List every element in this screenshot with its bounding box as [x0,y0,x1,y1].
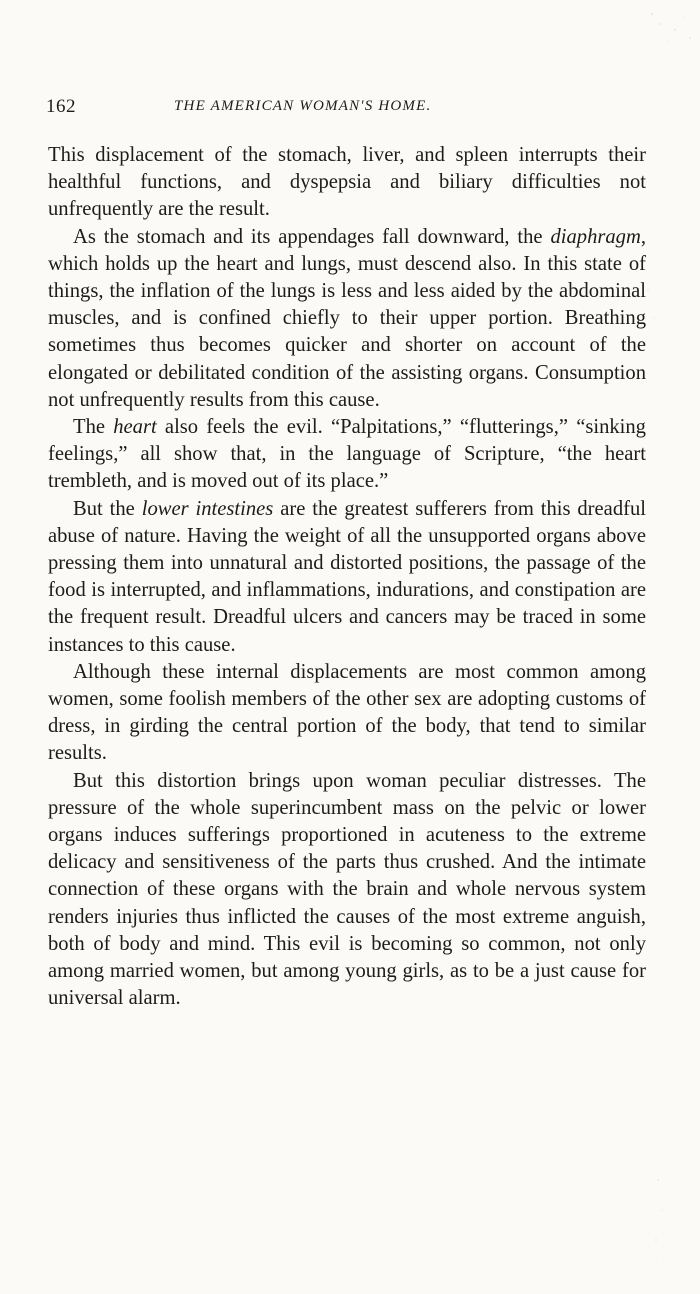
italic-term: heart [113,416,157,439]
page-number: 162 [46,96,76,117]
text-run: are the greatest sufferers from this dreadful abuse of nature. Having the weight of all the unsupported organs above pressing them into unnatural and distorted positions, the passage of the food is interrupted, and inflammations, indurations, and constipation are the frequent result. Dreadful ulcers and cancers may be traced in some instances to this cause. [48,497,646,656]
running-head [46,96,656,124]
text-run: Although these internal displacements are most common among women, some foolish members of the other sex are adopting customs of dress, in girding the central portion of the body, that tend to similar results. [48,660,646,765]
text-run: But this distortion brings upon woman peculiar distresses. The pressure of the whole superincumbent mass on the pelvic or lower organs induces sufferings proportioned in acuteness to the extreme delicacy and sensitiveness of the parts thus crushed. And the intimate connection of these organs with the brain and whole nervous system renders injuries thus inflicted the causes of the most extreme anguish, both of body and mind. This evil is becoming so common, not only among married women, but among young girls, as to be a just cause for universal alarm. [48,769,646,1010]
paragraph-diaphragm [48,224,646,414]
paragraph-distresses [48,768,646,1013]
paragraph-other-sex [48,659,646,768]
body-text [48,142,646,1013]
text-run: , which holds up the heart and lungs, must descend also. In this state of things, the inflation of the lungs is less and less aided by the abdominal muscles, and is confined chiefly to their upper portion. Breathing sometimes thus becomes quicker and shorter on account of the elongated or debilitated condition of the assisting organs. Consumption not unfrequently results from this cause. [48,225,646,411]
text-run: As the stomach and its appendages fall downward, the [73,225,551,248]
paragraph-heart [48,414,646,496]
running-title: THE AMERICAN WOMAN'S HOME. [174,98,432,114]
paragraph-stomach-displacement [48,142,646,224]
paragraph-lower-intestines [48,496,646,659]
italic-term: lower intestines [141,497,274,520]
paper-specks-decoration [640,0,700,1294]
text-run: also feels the evil. “Palpitations,” “flutterings,” “sinking feelings,” all show that, in the language of Scripture, “the heart trembleth, and is moved out of its place.” [48,416,646,493]
text-run: The [73,416,114,439]
italic-term: diaphragm [550,225,641,248]
text-run: But the [73,497,142,520]
text-run: This displacement of the stomach, liver, and spleen interrupts their healthful functions, and dyspepsia and biliary difficulties not unfrequently are the result. [48,144,646,221]
